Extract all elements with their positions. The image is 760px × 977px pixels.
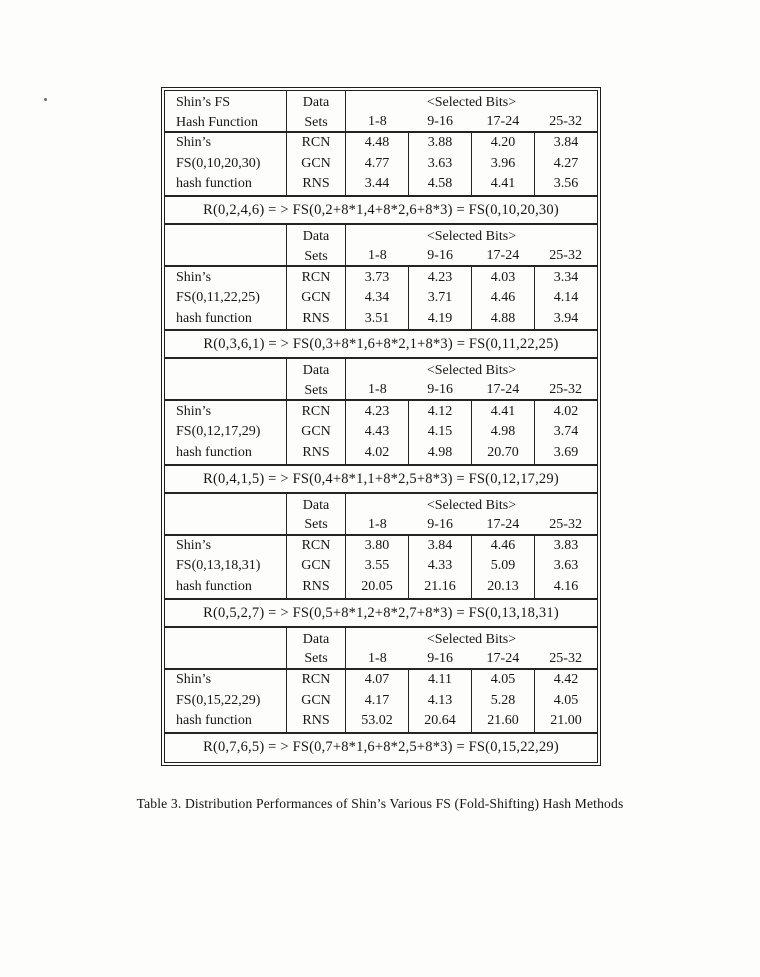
data-sets-line1: Data	[302, 229, 330, 245]
cell-value: 3.69	[553, 444, 579, 460]
cell-value: 4.42	[553, 672, 579, 688]
selected-bits-label: <Selected Bits>	[426, 363, 517, 379]
data-sets-line1: Data	[302, 631, 330, 647]
set-name: GCN	[301, 692, 331, 708]
cell-value: 3.94	[553, 310, 579, 326]
label-line: FS(0,12,17,29)	[176, 424, 261, 440]
set-name: GCN	[301, 558, 331, 574]
cell-value: 4.33	[427, 558, 453, 574]
cell-value: 21.00	[550, 713, 582, 729]
cell-value: 4.58	[427, 176, 453, 192]
table-section-2	[165, 225, 597, 359]
formula-row: R(0,3,6,1) = > FS(0,3+8*1,6+8*2,1+8*3) = FS(0,11,22,25)	[165, 331, 597, 359]
table-caption: Table 3. Distribution Performances of Shin’s Various FS (Fold-Shifting) Hash Methods	[136, 796, 624, 811]
values-col-25-32	[535, 670, 597, 732]
cell-value: 3.88	[427, 135, 453, 151]
bit-range-25-32: 25-32	[549, 516, 582, 532]
set-name: RCN	[301, 672, 331, 688]
bit-range-labels	[346, 381, 597, 399]
bit-range-25-32: 25-32	[549, 382, 582, 398]
bit-range-labels	[346, 516, 597, 534]
values-col-17-24	[472, 670, 535, 732]
values-col-17-24	[472, 401, 535, 463]
data-sets-line2: Sets	[304, 517, 328, 533]
formula-row: R(0,7,6,5) = > FS(0,7+8*1,6+8*2,5+8*3) = FS(0,15,22,29)	[203, 739, 559, 756]
bit-range-1-8: 1-8	[368, 516, 387, 532]
cell-value: 4.02	[364, 444, 390, 460]
header-row	[165, 494, 597, 536]
cell-value: 4.23	[427, 269, 453, 285]
set-name: RNS	[302, 713, 330, 729]
cell-value: 4.43	[364, 424, 390, 440]
selected-bits-label: <Selected Bits>	[426, 95, 517, 110]
cell-value: 20.13	[487, 578, 519, 594]
bit-range-9-16: 9-16	[427, 382, 453, 398]
data-sets-line2: Sets	[304, 114, 328, 130]
selected-bits-label: <Selected Bits>	[426, 229, 517, 245]
values-col-1-8	[346, 133, 409, 195]
cell-value: 5.09	[490, 558, 516, 574]
data-set-names	[287, 670, 346, 732]
data-sets-line2: Sets	[304, 382, 328, 398]
values-col-9-16	[409, 670, 472, 732]
hash-function-label	[165, 267, 287, 329]
cell-value: 3.74	[553, 424, 579, 440]
bit-range-9-16: 9-16	[427, 650, 453, 666]
cell-value: 3.34	[553, 269, 579, 285]
cell-value: 4.46	[490, 537, 516, 553]
table-section-5	[165, 628, 597, 762]
cell-value: 4.16	[553, 578, 579, 594]
data-set-names	[287, 536, 346, 598]
label-line: hash function	[176, 578, 252, 594]
selected-bits-label: <Selected Bits>	[426, 497, 517, 513]
cell-value: 4.41	[490, 176, 516, 192]
cell-value: 3.63	[427, 155, 453, 171]
data-sets-header	[287, 91, 346, 131]
corner-title-line1: Shin’s FS	[176, 95, 231, 110]
cell-value: 3.63	[553, 558, 579, 574]
data-set-names	[287, 267, 346, 329]
values-col-25-32	[535, 133, 597, 195]
header-corner-cell	[165, 225, 287, 265]
cell-value: 3.84	[427, 537, 453, 553]
selected-bits-header	[346, 494, 597, 534]
bit-range-labels	[346, 247, 597, 265]
cell-value: 20.05	[361, 578, 393, 594]
data-set-names	[287, 401, 346, 463]
header-row	[165, 359, 597, 401]
formula-row: R(0,4,1,5) = > FS(0,4+8*1,1+8*2,5+8*3) = FS(0,12,17,29)	[165, 466, 597, 494]
set-name: RNS	[302, 310, 330, 326]
cell-value: 4.23	[364, 403, 390, 419]
values-col-17-24	[472, 267, 535, 329]
cell-value: 4.15	[427, 424, 453, 440]
cell-value: 4.12	[427, 403, 453, 419]
values-col-9-16	[409, 267, 472, 329]
label-line: hash function	[176, 444, 252, 460]
cell-value: 4.98	[427, 444, 453, 460]
bit-range-labels	[346, 650, 597, 668]
formula-row: R(0,5,2,7) = > FS(0,5+8*1,2+8*2,7+8*3) = FS(0,13,18,31)	[165, 600, 597, 628]
cell-value: 4.48	[364, 135, 390, 151]
values-col-1-8	[346, 536, 409, 598]
selected-bits-header	[346, 225, 597, 265]
bit-range-25-32: 25-32	[549, 650, 582, 666]
data-sets-line1: Data	[302, 95, 330, 110]
bit-range-17-24: 17-24	[486, 248, 520, 264]
bit-range-1-8: 1-8	[368, 382, 387, 398]
label-line: Shin’s	[176, 403, 212, 419]
values-col-1-8	[346, 670, 409, 732]
formula-row: R(0,2,4,6) = > FS(0,2+8*1,4+8*2,6+8*3) = FS(0,10,20,30)	[165, 197, 597, 225]
cell-value: 3.84	[553, 135, 579, 151]
performance-table	[161, 87, 601, 766]
data-rows	[165, 536, 597, 600]
cell-value: 4.13	[427, 692, 453, 708]
header-corner-cell	[165, 494, 287, 534]
set-name: RCN	[301, 135, 331, 151]
cell-value: 3.55	[364, 558, 390, 574]
cell-value: 3.51	[364, 310, 390, 326]
label-line: FS(0,15,22,29)	[176, 692, 261, 708]
cell-value: 4.07	[364, 672, 390, 688]
label-line: FS(0,11,22,25)	[176, 290, 260, 306]
data-rows	[165, 670, 597, 734]
header-row	[165, 225, 597, 267]
bit-range-1-8: 1-8	[368, 114, 387, 129]
cell-value: 4.27	[553, 155, 579, 171]
data-set-names	[287, 133, 346, 195]
hash-function-label	[165, 670, 287, 732]
bit-range-25-32: 25-32	[549, 114, 582, 129]
values-col-17-24	[472, 536, 535, 598]
values-col-1-8	[346, 267, 409, 329]
bit-range-17-24: 17-24	[486, 516, 520, 532]
set-name: RNS	[302, 176, 330, 192]
cell-value: 4.19	[427, 310, 453, 326]
cell-value: 4.20	[490, 135, 516, 151]
scan-speck	[44, 98, 47, 101]
table-section-3	[165, 359, 597, 493]
cell-value: 21.16	[424, 578, 456, 594]
bit-range-17-24: 17-24	[486, 382, 520, 398]
selected-bits-header	[346, 359, 597, 399]
bit-range-17-24: 17-24	[486, 114, 520, 129]
cell-value: 3.83	[553, 537, 579, 553]
data-rows	[165, 133, 597, 197]
values-col-9-16	[409, 401, 472, 463]
table-section-4	[165, 494, 597, 628]
bit-range-25-32: 25-32	[549, 248, 582, 264]
selected-bits-label: <Selected Bits>	[426, 631, 517, 647]
bit-range-1-8: 1-8	[368, 650, 387, 666]
data-sets-line1: Data	[302, 497, 330, 513]
set-name: RNS	[302, 444, 330, 460]
values-col-25-32	[535, 536, 597, 598]
set-name: GCN	[301, 290, 331, 306]
data-rows	[165, 401, 597, 465]
bit-range-9-16: 9-16	[427, 114, 453, 129]
label-line: Shin’s	[176, 269, 212, 285]
data-sets-line2: Sets	[304, 248, 328, 264]
cell-value: 4.88	[490, 310, 516, 326]
bit-range-labels	[346, 113, 597, 131]
cell-value: 3.71	[427, 290, 453, 306]
set-name: GCN	[301, 155, 331, 171]
selected-bits-header	[346, 628, 597, 668]
cell-value: 4.11	[428, 672, 452, 688]
hash-function-label	[165, 133, 287, 195]
values-col-9-16	[409, 536, 472, 598]
selected-bits-header	[346, 91, 597, 131]
label-line: hash function	[176, 713, 252, 729]
bit-range-9-16: 9-16	[427, 516, 453, 532]
header-corner-cell	[165, 91, 287, 131]
bit-range-1-8: 1-8	[368, 248, 387, 264]
values-col-17-24	[472, 133, 535, 195]
values-col-1-8	[346, 401, 409, 463]
corner-title-line2: Hash Function	[176, 114, 259, 130]
label-line: hash function	[176, 176, 252, 192]
header-row	[165, 91, 597, 133]
data-sets-header	[287, 225, 346, 265]
cell-value: 4.17	[364, 692, 390, 708]
data-rows	[165, 267, 597, 331]
cell-value: 4.98	[490, 424, 516, 440]
cell-value: 4.34	[364, 290, 390, 306]
label-line: FS(0,13,18,31)	[176, 558, 261, 574]
set-name: RCN	[301, 537, 331, 553]
cell-value: 4.41	[490, 403, 516, 419]
cell-value: 21.60	[487, 713, 519, 729]
cell-value: 5.28	[490, 692, 516, 708]
label-line: Shin’s	[176, 672, 212, 688]
hash-function-label	[165, 401, 287, 463]
header-row	[165, 628, 597, 670]
header-corner-cell	[165, 628, 287, 668]
label-line: Shin’s	[176, 135, 212, 151]
cell-value: 20.64	[424, 713, 456, 729]
cell-value: 3.73	[364, 269, 390, 285]
cell-value: 4.46	[490, 290, 516, 306]
label-line: FS(0,10,20,30)	[176, 155, 261, 171]
cell-value: 4.14	[553, 290, 579, 306]
data-sets-header	[287, 494, 346, 534]
data-sets-line2: Sets	[304, 651, 328, 667]
data-sets-header	[287, 359, 346, 399]
set-name: RNS	[302, 578, 330, 594]
cell-value: 4.05	[553, 692, 579, 708]
cell-value: 3.56	[553, 176, 579, 192]
cell-value: 20.70	[487, 444, 519, 460]
cell-value: 3.96	[490, 155, 516, 171]
cell-value: 3.44	[364, 176, 390, 192]
label-line: hash function	[176, 310, 252, 326]
cell-value: 4.05	[490, 672, 516, 688]
cell-value: 4.02	[553, 403, 579, 419]
values-col-25-32	[535, 401, 597, 463]
set-name: RCN	[301, 269, 331, 285]
hash-function-label	[165, 536, 287, 598]
set-name: GCN	[301, 424, 331, 440]
table-section-1	[165, 91, 597, 225]
label-line: Shin’s	[176, 537, 212, 553]
bit-range-17-24: 17-24	[486, 650, 520, 666]
cell-value: 53.02	[361, 713, 393, 729]
values-col-25-32	[535, 267, 597, 329]
bit-range-9-16: 9-16	[427, 248, 453, 264]
data-sets-header	[287, 628, 346, 668]
header-corner-cell	[165, 359, 287, 399]
values-col-9-16	[409, 133, 472, 195]
set-name: RCN	[301, 403, 331, 419]
data-sets-line1: Data	[302, 363, 330, 379]
cell-value: 4.03	[490, 269, 516, 285]
cell-value: 4.77	[364, 155, 390, 171]
cell-value: 3.80	[364, 537, 390, 553]
